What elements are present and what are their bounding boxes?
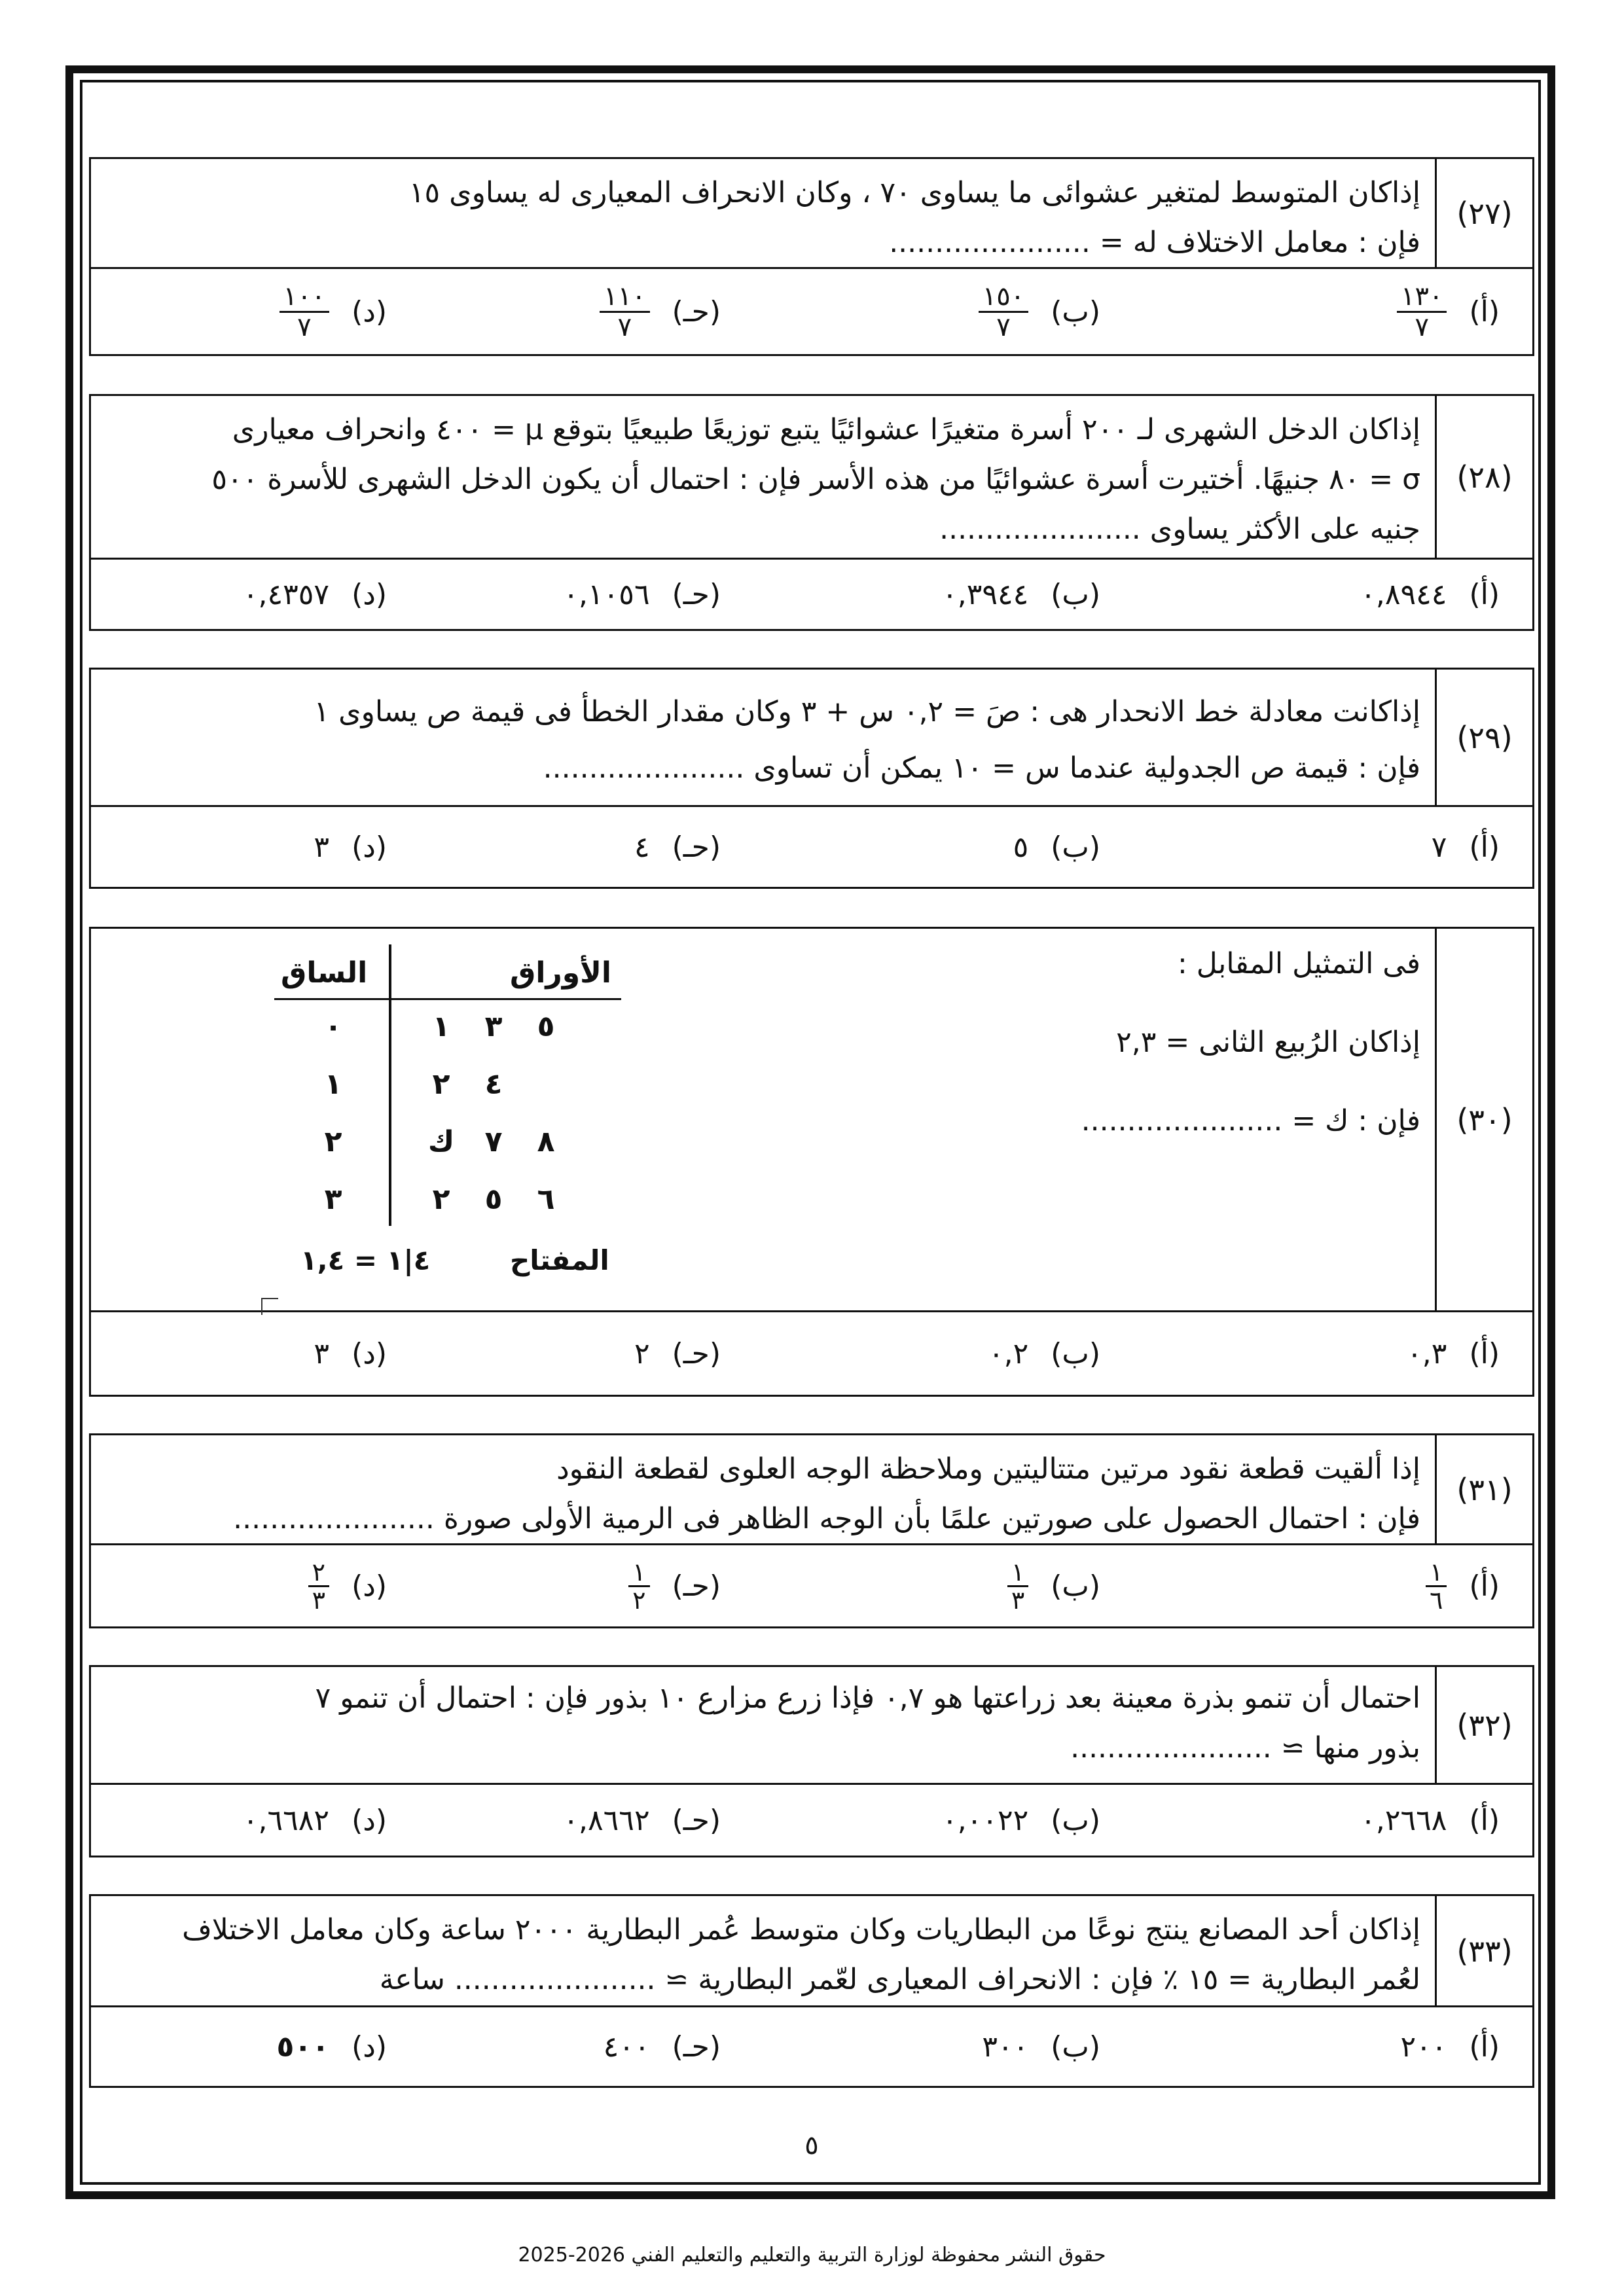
option-value: ٠,٢٦٦٨ [1360,1803,1447,1837]
fraction [1426,1559,1447,1613]
option-label: (أ) [1469,1569,1500,1603]
option-a[interactable] [1432,807,1500,887]
question-line: إذاكان أحد المصانع ينتج نوعًا من البطاريات وكان متوسط عُمر البطارية ٢٠٠٠ ساعة وكان معامل الاختلاف [182,1913,1420,1946]
option-value: ٢ [634,1336,650,1371]
leaf-value: ٧ [484,1125,503,1158]
numerator: ١٣٠ [1397,282,1447,313]
option-label: (حـ) [672,2030,721,2064]
option-a[interactable] [1397,269,1500,354]
option-value: ٧ [1431,830,1447,864]
option-c[interactable] [563,1785,721,1856]
copyright-footer: حقوق النشر محفوظة لوزارة التربية والتعليم والتعليم الفني 2026-2025 [518,2244,1106,2267]
option-b[interactable] [988,1312,1100,1395]
question-line: إذاكان الرُبيع الثانى = ٢,٣ [1116,1026,1420,1059]
option-value: ٠,٣ [1407,1336,1447,1371]
option-a[interactable] [1360,1785,1500,1856]
denominator: ٣ [1011,1585,1025,1615]
leaf-value: ٦ [537,1183,555,1216]
option-value: ٠,٨٦٦٢ [563,1803,650,1837]
denominator: ٣ [312,1585,326,1615]
numerator: ١٥٠ [979,282,1028,313]
question-text [91,670,1435,805]
option-value: ٠,٦٦٨٢ [242,1803,330,1837]
question-31 [89,1433,1534,1628]
fraction [308,1559,329,1613]
key-label: المفتاح [510,1244,609,1276]
option-label: (ب) [1051,577,1100,611]
option-label: (د) [352,295,387,329]
option-label: (د) [352,830,387,864]
option-label: (أ) [1469,1803,1500,1837]
question-number: (٣٣) [1435,1896,1532,2005]
option-label: (ب) [1051,1803,1100,1837]
question-number: (٢٧) [1435,159,1532,267]
question-line: جنيه على الأكثر يساوى ...................... [939,512,1420,546]
option-value: ٣ [314,1336,330,1371]
question-number: (٣٢) [1435,1667,1532,1783]
question-33 [89,1894,1534,2088]
option-value: ٥ [1013,830,1029,864]
page-number: ٥ [804,2130,819,2161]
question-text [91,1896,1435,2005]
fraction [1007,1559,1028,1613]
option-label: (د) [352,1569,387,1603]
option-d[interactable] [314,1312,387,1395]
option-value: ٤ [634,830,650,864]
options-row [91,807,1532,887]
option-value: ٤٠٠ [603,2030,650,2064]
question-text [91,1667,1435,1783]
stem-value: ٢ [324,1125,342,1158]
denominator: ٧ [996,312,1011,342]
option-b[interactable] [942,560,1100,629]
option-label: (د) [352,2030,387,2064]
denominator: ٦ [1430,1585,1443,1615]
question-line: إذاكان المتوسط لمتغير عشوائى ما يساوى ٧٠ ، وكان الانحراف المعيارى له يساوى ١٥ [408,176,1420,209]
option-label: (حـ) [672,1336,721,1371]
question-line: لعُمر البطارية = ١٥ ٪ فإن : الانحراف المعيارى لعّمر البطارية ≃ ...................... ساعة [379,1963,1420,1996]
option-label: (د) [352,1336,387,1371]
leaf-value: ٣ [484,1010,503,1043]
stem-and-leaf-plot [91,944,680,1311]
fraction [280,282,329,342]
option-a[interactable] [1407,1312,1500,1395]
question-number: (٣٠) [1435,929,1532,1310]
option-value: ٣٠٠ [982,2030,1029,2064]
stem-value: ١ [324,1067,342,1101]
stem-value: ٠ [324,1010,342,1043]
question-line: بذور منها ≃ ...................... [1070,1731,1420,1765]
option-d[interactable] [276,2007,387,2086]
question-line: فإن : معامل الاختلاف له = ...................... [889,226,1420,259]
option-c[interactable] [634,807,721,887]
fraction [628,1559,649,1613]
question-number: (٢٨) [1435,396,1532,558]
option-label: (حـ) [672,830,721,864]
option-label: (ب) [1051,1569,1100,1603]
option-b[interactable] [1007,1545,1100,1626]
option-d[interactable] [314,807,387,887]
denominator: ٧ [1415,312,1429,342]
stem-divider [389,944,391,1226]
option-value: ٠,٤٣٥٧ [242,577,330,611]
question-text [91,159,1435,267]
option-label: (حـ) [672,1803,721,1837]
leaf-value: ٤ [484,1067,503,1101]
option-label: (حـ) [672,577,721,611]
question-line: فى التمثيل المقابل : [1177,947,1420,980]
leaf-value: ٨ [537,1125,555,1158]
question-30 [89,927,1534,1397]
option-label: (أ) [1469,2030,1500,2064]
leaves-header: الأوراق [510,956,611,990]
leaf-value: ١ [432,1010,450,1043]
option-c[interactable] [634,1312,721,1395]
key-value: ٤|١ = ١,٤ [300,1244,431,1276]
option-a[interactable] [1426,1545,1500,1626]
question-line: فإن : ك = ...................... [1081,1104,1420,1138]
header-divider [274,998,621,1000]
denominator: ٧ [297,312,312,342]
option-value: ٠,٨٩٤٤ [1360,577,1447,611]
question-29 [89,668,1534,889]
numerator: ٢ [308,1559,329,1587]
options-row [91,1312,1532,1395]
option-value: ٣ [314,830,330,864]
question-line: احتمال أن تنمو بذرة معينة بعد زراعتها هو ٠,٧ فإذا زرع مزارع ١٠ بذور فإن : احتمال أن تنمو ٧ [315,1681,1420,1715]
leaf-value: ٢ [432,1067,450,1101]
option-label: (أ) [1469,295,1500,329]
option-b[interactable] [982,2007,1100,2086]
leaf-value: ٥ [537,1010,555,1043]
numerator: ١ [628,1559,649,1587]
option-d[interactable] [308,1545,387,1626]
fraction [1397,282,1447,342]
question-number: (٢٩) [1435,670,1532,805]
numerator: ١ [1426,1559,1447,1587]
option-value: ٠,١٠٥٦ [563,577,650,611]
stem-header: الساق [281,956,368,990]
option-label: (ب) [1051,2030,1100,2064]
question-line: فإن : قيمة ص الجدولية عندما س = ١٠ يمكن أن تساوى ...................... [543,751,1420,785]
option-label: (ب) [1051,1336,1100,1371]
option-a[interactable] [1360,560,1500,629]
option-b[interactable] [942,1785,1100,1856]
numerator: ١ [1007,1559,1028,1587]
option-d[interactable] [243,560,387,629]
option-b[interactable] [979,269,1100,354]
option-label: (أ) [1469,830,1500,864]
option-d[interactable] [280,269,387,354]
question-32 [89,1665,1534,1857]
option-value: ٠,٠٠٢٢ [942,1803,1029,1837]
fraction [600,282,649,342]
numerator: ١٠٠ [280,282,329,313]
question-line: إذاكانت معادلة خط الانحدار هى : صَ = ٠,٢ س + ٣ وكان مقدار الخطأ فى قيمة ص يساوى ١ [314,695,1420,728]
option-label: (أ) [1469,1336,1500,1371]
denominator: ٢ [632,1585,646,1615]
option-c[interactable] [563,560,721,629]
option-value: ٢٠٠ [1400,2030,1447,2064]
option-c[interactable] [604,2007,721,2086]
option-a[interactable] [1401,2007,1500,2086]
leaf-value: ك [427,1125,455,1158]
question-line: σ = ٨٠ جنيهًا. أختيرت أسرة عشوائيًا من هذه الأسر فإن : احتمال أن يكون الدخل الشهرى للأسرة ٥٠٠ [211,463,1420,496]
question-28 [89,394,1534,631]
option-value: ٠,٢ [988,1336,1029,1371]
option-label: (حـ) [672,295,721,329]
option-c[interactable] [600,269,721,354]
stem-value: ٣ [324,1183,342,1216]
option-label: (ب) [1051,830,1100,864]
options-row [91,1785,1532,1856]
question-text [91,396,1435,558]
options-row [91,560,1532,629]
numerator: ١١٠ [600,282,649,313]
question-line: إذا ألقيت قطعة نقود مرتين متتاليتين وملاحظة الوجه العلوى لقطعة النقود [556,1452,1420,1486]
option-d[interactable] [243,1785,387,1856]
options-row [91,269,1532,354]
question-number: (٣١) [1435,1435,1532,1543]
option-label: (حـ) [672,1569,721,1603]
leaf-value: ٢ [432,1183,450,1216]
option-label: (ب) [1051,295,1100,329]
options-row [91,1545,1532,1626]
option-value: ٥٠٠ [276,2030,330,2064]
question-text [91,1435,1435,1543]
question-line: فإن : احتمال الحصول على صورتين علمًا بأن الوجه الظاهر فى الرمية الأولى صورة ...................... [233,1502,1420,1535]
question-line: إذاكان الدخل الشهرى لـ ٢٠٠ أسرة متغيرًا عشوائيًا يتبع توزيعًا طبيعيًا بتوقع μ = ٤٠٠ وانحراف معيارى [232,413,1420,446]
question-27 [89,157,1534,356]
option-value: ٠,٣٩٤٤ [942,577,1029,611]
denominator: ٧ [617,312,632,342]
options-row [91,2007,1532,2086]
option-b[interactable] [1013,807,1100,887]
leaf-value: ٥ [484,1183,503,1216]
option-label: (د) [352,577,387,611]
option-label: (د) [352,1803,387,1837]
option-c[interactable] [628,1545,721,1626]
option-label: (أ) [1469,577,1500,611]
fraction [979,282,1028,342]
